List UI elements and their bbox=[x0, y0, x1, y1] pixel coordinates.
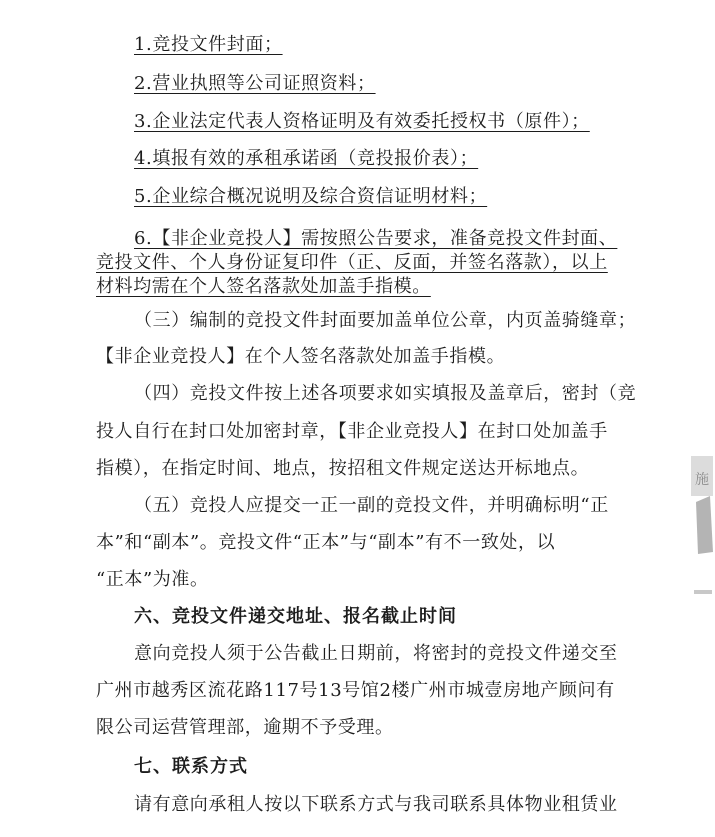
seal-fragment-glyph: 施 bbox=[695, 472, 709, 488]
section-7-line-1: 请有意向承租人按以下联系方式与我司联系具体物业租赁业 bbox=[134, 794, 618, 815]
paragraph-3-line-1: （三）编制的竞投文件封面要加盖单位公章，内页盖骑缝章； bbox=[134, 310, 637, 331]
paragraph-5-line-2: 本”和“副本”。竞投文件“正本”与“副本”有不一致处，以 bbox=[96, 532, 556, 553]
list-item-6-line-1: 6.【非企业竞投人】需按照公告要求，准备竞投文件封面、 bbox=[134, 228, 618, 249]
list-item-2: 2.营业执照等公司证照资料； bbox=[134, 73, 376, 94]
paragraph-3-line-2: 【非企业竞投人】在个人签名落款处加盖手指模。 bbox=[96, 346, 506, 367]
paragraph-4-line-1: （四）竞投文件按上述各项要求如实填报及盖章后，密封（竞 bbox=[134, 383, 637, 404]
paragraph-5-line-3: “正本”为准。 bbox=[96, 569, 209, 590]
section-6-heading: 六、竞投文件递交地址、报名截止时间 bbox=[134, 606, 457, 627]
paragraph-4-line-3: 指模），在指定时间、地点，按招租文件规定送达开标地点。 bbox=[96, 458, 590, 479]
seal-fragment-middle bbox=[696, 496, 713, 554]
list-item-6-line-2: 竞投文件、个人身份证复印件（正、反面，并签名落款），以上 bbox=[96, 252, 608, 273]
list-item-3: 3.企业法定代表人资格证明及有效委托授权书（原件）； bbox=[134, 111, 590, 132]
seal-fragment-bottom bbox=[694, 590, 712, 594]
section-6-line-1: 意向竞投人须于公告截止日期前，将密封的竞投文件递交至 bbox=[134, 643, 618, 664]
seal-fragment bbox=[686, 450, 715, 610]
list-item-5: 5.企业综合概况说明及综合资信证明材料； bbox=[134, 186, 488, 207]
paragraph-5-line-1: （五）竞投人应提交一正一副的竞投文件，并明确标明“正 bbox=[134, 495, 609, 516]
section-7-heading: 七、联系方式 bbox=[134, 756, 248, 777]
list-item-4: 4.填报有效的承租承诺函（竞投报价表）； bbox=[134, 148, 479, 169]
paragraph-4-line-2: 投人自行在封口处加密封章，【非企业竞投人】在封口处加盖手 bbox=[96, 421, 608, 442]
list-item-6-line-3: 材料均需在个人签名落款处加盖手指模。 bbox=[96, 276, 431, 297]
section-6-line-3: 限公司运营管理部，逾期不予受理。 bbox=[96, 717, 394, 738]
section-6-line-2: 广州市越秀区流花路117号13号馆2楼广州市城壹房地产顾问有 bbox=[96, 680, 615, 701]
list-item-1: 1.竞投文件封面； bbox=[134, 34, 283, 55]
